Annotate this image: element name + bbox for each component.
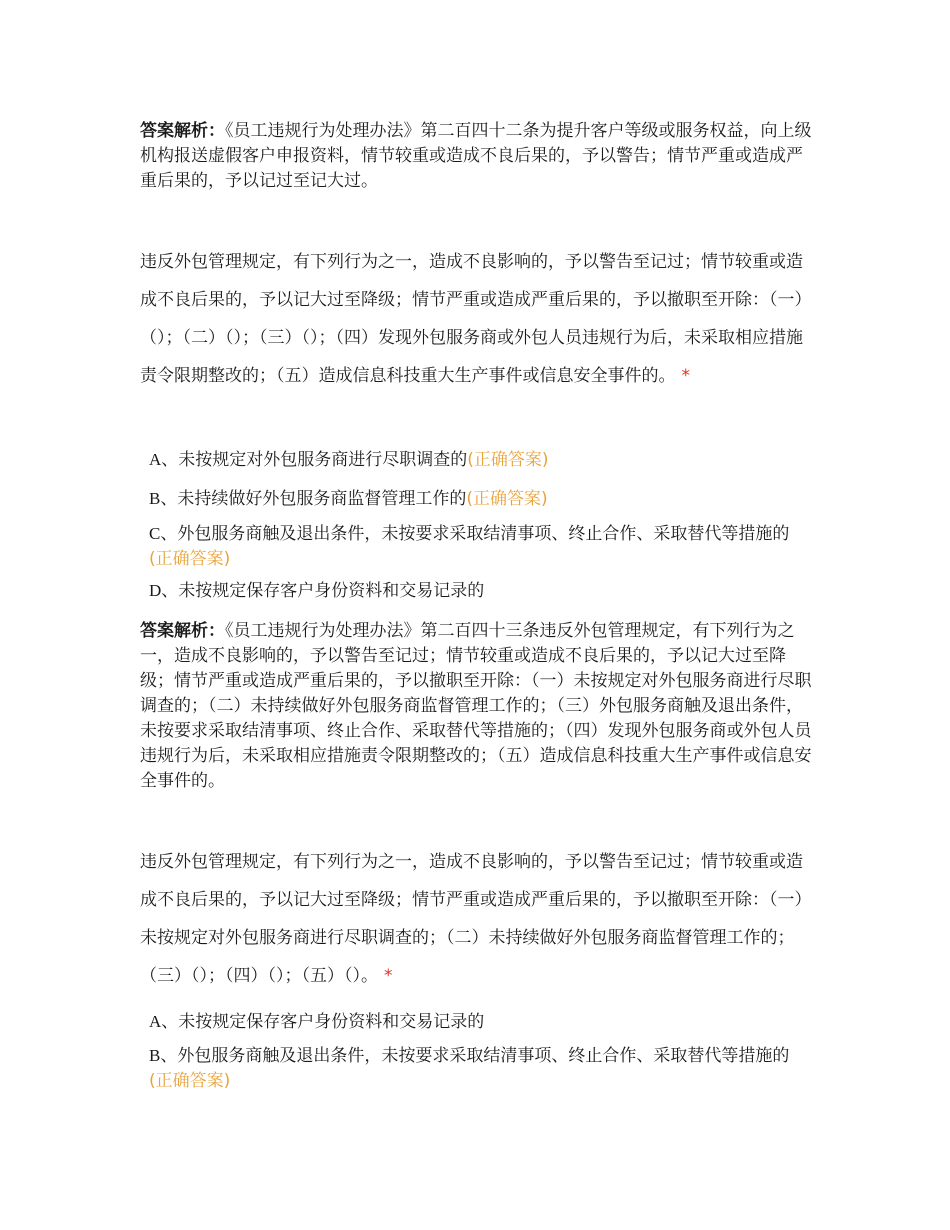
question-2 xyxy=(140,843,812,995)
option-letter: B xyxy=(149,1046,161,1065)
option-text: 、外包服务商触及退出条件，未按要求采取结清事项、终止合作、采取替代等措施的 xyxy=(160,524,790,544)
option-text: 、未按规定对外包服务商进行尽职调查的 xyxy=(161,450,468,470)
option-b[interactable] xyxy=(140,1043,812,1094)
option-letter: C xyxy=(149,524,161,543)
analysis-label: 答案解析： xyxy=(140,121,225,141)
answer-analysis-1 xyxy=(140,119,812,194)
correct-answer-tag: (正确答案) xyxy=(467,450,549,470)
question-1 xyxy=(140,243,812,395)
option-letter: A xyxy=(149,450,162,469)
option-letter: D xyxy=(149,581,162,600)
required-asterisk: * xyxy=(681,366,690,386)
option-text: 、外包服务商触及退出条件，未按要求采取结清事项、终止合作、采取替代等措施的 xyxy=(160,1046,790,1066)
option-c[interactable] xyxy=(140,521,812,572)
option-a[interactable] xyxy=(140,447,812,473)
analysis-label: 答案解析： xyxy=(140,621,225,641)
option-letter: B xyxy=(149,489,161,508)
option-text: 、未按规定保存客户身份资料和交易记录的 xyxy=(161,1012,485,1032)
correct-answer-tag: (正确答案) xyxy=(149,1071,231,1091)
required-asterisk: * xyxy=(384,966,393,986)
analysis-text: 《员工违规行为处理办法》第二百四十三条违反外包管理规定，有下列行为之一，造成不良影响的，予以警告至记过；情节较重或造成不良后果的，予以记大过至降级；情节严重或造成严重后果的，予以撤职至开除：（一）未按规定对外包服务商进行尽职调查的；（二）未持续做好外包服务商监督管理工作的；（三）外包服务商触及退出条件，未按要求采取结清事项、终止合作、采取替代等措施的；（四）发现外包服务商或外包人员违规行为后，未采取相应措施责令限期整改的；（五）造成信息科技重大生产事件或信息安全事件的。 xyxy=(140,621,812,791)
option-text: 、未持续做好外包服务商监督管理工作的 xyxy=(160,489,467,509)
answer-analysis-2 xyxy=(140,619,812,794)
option-d[interactable] xyxy=(140,578,812,604)
option-letter: A xyxy=(149,1012,162,1031)
correct-answer-tag: (正确答案) xyxy=(466,489,548,509)
analysis-text: 《员工违规行为处理办法》第二百四十二条为提升客户等级或服务权益，向上级机构报送虚假客户申报资料，情节较重或造成不良后果的，予以警告；情节严重或造成严重后果的，予以记过至记大过。 xyxy=(140,121,812,191)
option-a[interactable] xyxy=(140,1009,812,1035)
option-text: 、未按规定保存客户身份资料和交易记录的 xyxy=(161,581,485,601)
option-b[interactable] xyxy=(140,486,812,512)
question-2-text: 违反外包管理规定，有下列行为之一，造成不良影响的，予以警告至记过；情节较重或造成不良后果的，予以记大过至降级；情节严重或造成严重后果的，予以撤职至开除：（一）未按规定对外包服务商进行尽职调查的；（二）未持续做好外包服务商监督管理工作的；（三）（）；（四）（）；（五）（）。 xyxy=(140,852,812,986)
question-1-text: 违反外包管理规定，有下列行为之一，造成不良影响的，予以警告至记过；情节较重或造成不良后果的，予以记大过至降级；情节严重或造成严重后果的，予以撤职至开除：（一）（）；（二）（）；（三）（）；（四）发现外包服务商或外包人员违规行为后，未采取相应措施责令限期整改的；（五）造成信息科技重大生产事件或信息安全事件的。 xyxy=(140,252,812,386)
correct-answer-tag: (正确答案) xyxy=(149,549,231,569)
